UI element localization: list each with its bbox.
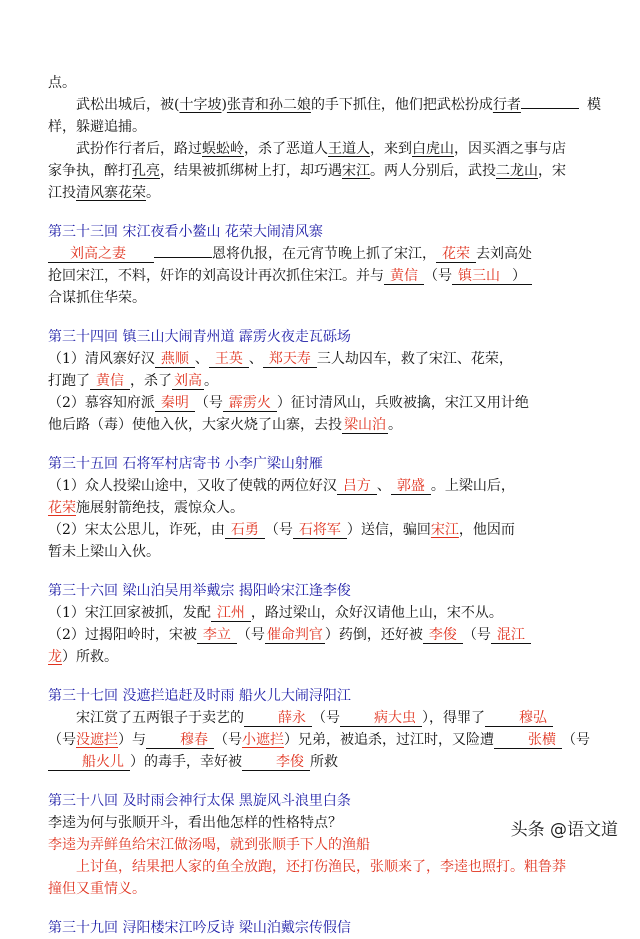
intro-paragraph-2: 武扮作行者后，路过蜈蚣岭，杀了恶道人王道人，来到白虎山，因买酒之事与店 家争执，醉打孔亮，结果被抓绑树上打，却巧遇宋江。两人分别后，武投二龙山，宋 江投清风寨花荣。 — [48, 141, 566, 201]
chapter-34-title: 第三十四回 镇三山大闹青州道 霹雳火夜走瓦砾场 — [48, 329, 351, 345]
chapter-38-answer-line-1: 李逵为弄鲜鱼给宋江做汤喝，就到张顺手下人的渔船 — [48, 837, 370, 853]
chapter-34-paragraph-1: （1）清风寨好汉 燕顺 、 王英 、 郑天寿 三人劫囚车，救了宋江、花荣， 打跑了 黄信 ，杀了 刘高 。 — [48, 351, 513, 389]
chapter-38-answer-line-2: 上讨鱼，结果把人家的鱼全放跑，还打伤渔民，张顺来了，李逵也照打。粗鲁莽 — [76, 859, 566, 875]
chapter-36-paragraph-2: （2）过揭阳岭时，宋被 李立 （号 催命判官 ）药倒，还好被 李俊 （号 混江 龙）所救。 — [48, 624, 608, 668]
chapter-33-paragraph: 刘高之妻 恩将仇报，在元宵节晚上抓了宋江， 花荣 去刘高处 抢回宋江，不料，奸诈的刘高设计再次抓住宋江。并与 黄信 （号 镇三山 ） 合谋抓住华荣。 — [48, 243, 608, 309]
chapter-35-title: 第三十五回 石将军村店寄书 小李广梁山射雁 — [48, 456, 323, 472]
chapter-34-paragraph-2: （2）慕容知府派 秦明 （号 霹雳火 ）征讨清风山，兵败被擒，宋江又用计绝 他后路（毒）使他入伙，大家火烧了山寨，去投 梁山泊 。 — [48, 395, 529, 433]
intro-paragraph-1: 武松出城后，被(十字坡)张青和孙二娘的手下抓住，他们把武松扮成行者 模 样，躲避追捕。 — [48, 94, 608, 138]
chapter-35-paragraph-2: （2）宋太公思儿，诈死，由 石勇 （号 石将军 ）送信，骗回宋江，他因而 暂未上梁山入伙。 — [48, 522, 515, 560]
chapter-38-question: 李逵为何与张顺开斗，看出他怎样的性格特点？ — [48, 815, 342, 831]
chapter-38-title: 第三十八回 及时雨会神行太保 黑旋风斗浪里白条 — [48, 793, 351, 809]
watermark-text: 头条 @语文道 — [510, 820, 618, 840]
chapter-37-title: 第三十七回 没遮拦追赶及时雨 船火儿大闹浔阳江 — [48, 688, 351, 704]
chapter-36-paragraph-1: （1）宋江回家被抓，发配 江州 ，路过梁山，众好汉请他上山，宋不从。 — [48, 605, 503, 621]
intro-lead: 点。 — [48, 75, 76, 91]
chapter-36-title: 第三十六回 梁山泊吴用举戴宗 揭阳岭宋江逢李俊 — [48, 583, 351, 599]
chapter-35-paragraph-1: （1）众人投梁山途中，又收了使戟的两位好汉 吕方 、 郭盛 。上梁山后， 花荣施展射箭绝技，震惊众人。 — [48, 478, 515, 516]
document-page — [48, 72, 608, 939]
chapter-33-title: 第三十三回 宋江夜看小鳌山 花荣大闹清风寨 — [48, 224, 323, 240]
chapter-37-paragraph: 宋江赏了五两银子于卖艺的 薛永 （号 病大虫 ），得罪了 穆弘 （号没遮拦）与 穆春 （号小遮拦）兄弟，被追杀，过江时，又险遭 张横 （号 船火儿 ）的毒手，幸好被 李俊 所救 — [48, 710, 590, 770]
watermark — [511, 815, 618, 840]
chapter-39-title: 第三十九回 浔阳楼宋江吟反诗 梁山泊戴宗传假信 — [48, 920, 351, 936]
chapter-38-answer-line-3: 撞但又重情义。 — [48, 881, 146, 897]
